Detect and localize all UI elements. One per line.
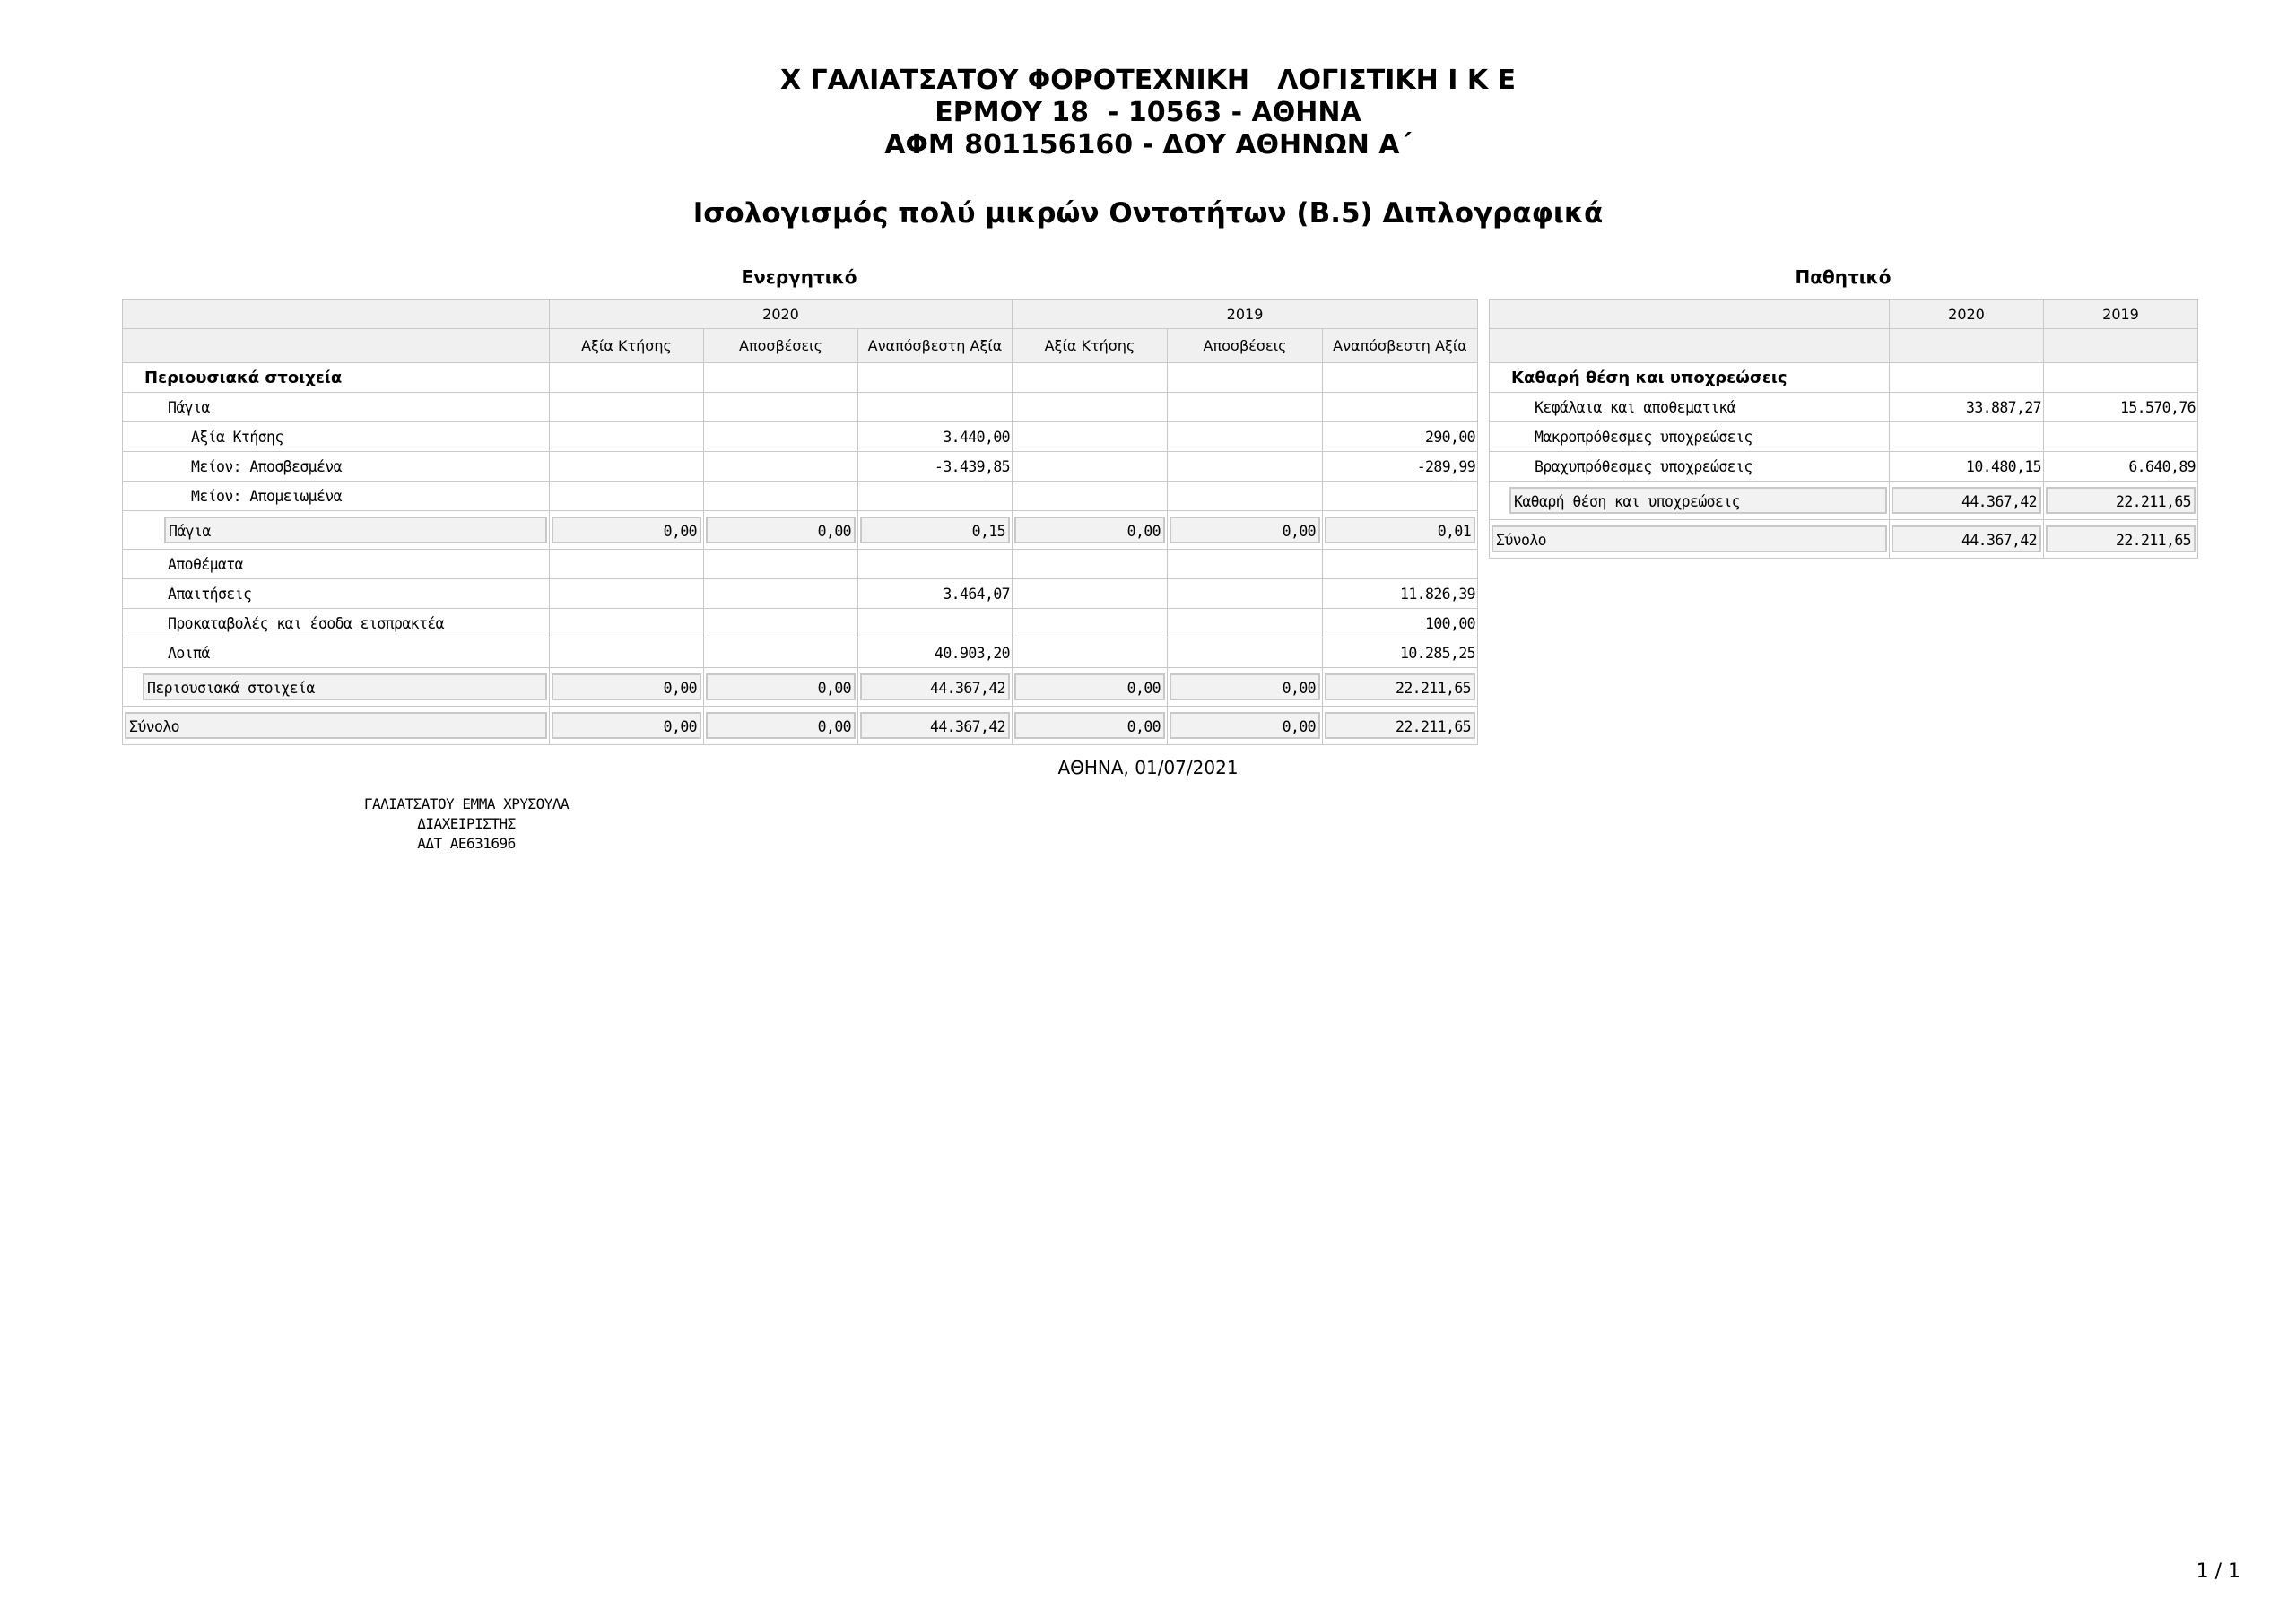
- cell: [704, 609, 858, 638]
- row-less-depreciated: [123, 452, 1478, 482]
- row-label: Απαιτήσεις: [123, 579, 550, 609]
- assets-table: [122, 299, 1478, 745]
- cell: [1168, 609, 1323, 638]
- cell: [2044, 422, 2198, 452]
- signer-name: ΓΑΛΙΑΤΣΑΤΟΥ ΕΜΜΑ ΧΡΥΣΟΥΛΑ: [363, 795, 570, 812]
- row-label: Λοιπά: [123, 638, 550, 668]
- cell: [1013, 482, 1168, 511]
- cell: [1168, 363, 1323, 393]
- cell: [1890, 482, 2044, 520]
- total-label: Καθαρή θέση και υποχρεώσεις: [1509, 487, 1887, 514]
- total-value: 44.367,42: [860, 673, 1010, 700]
- row-inventory: [123, 550, 1478, 579]
- cell: [704, 482, 858, 511]
- liabilities-year-header: [1490, 300, 2198, 329]
- cell: [550, 363, 704, 393]
- header-blank: [1490, 329, 1890, 363]
- row-fixed-total: [123, 511, 1478, 550]
- row-label: Αποθέματα: [123, 550, 550, 579]
- row-other: [123, 638, 1478, 668]
- header-blank: [123, 300, 550, 329]
- company-name: Χ ΓΑΛΙΑΤΣΑΤΟΥ ΦΟΡΟΤΕΧΝΙΚΗ ΛΟΓΙΣΤΙΚΗ Ι Κ Ε: [779, 65, 1517, 96]
- cell: 40.903,20: [858, 638, 1013, 668]
- row-fixed-head: [123, 393, 1478, 422]
- cell: [1013, 668, 1168, 707]
- cell: [1323, 668, 1478, 707]
- total-value: 0,00: [706, 517, 856, 543]
- signer-id: ΑΔΤ ΑΕ631696: [417, 835, 516, 852]
- cell: [1323, 363, 1478, 393]
- row-capital-reserves: [1490, 393, 2198, 422]
- row-equity-head: [1490, 363, 2198, 393]
- col-net-2020: Αναπόσβεστη Αξία: [858, 329, 1013, 363]
- liabilities-column-header: [1490, 329, 2198, 363]
- cell: 10.480,15: [1890, 452, 2044, 482]
- row-label: Περιουσιακά στοιχεία: [123, 363, 550, 393]
- signer-role: ΔΙΑΧΕΙΡΙΣΤΗΣ: [417, 815, 516, 832]
- cell: [858, 393, 1013, 422]
- cell: [1013, 638, 1168, 668]
- cell: [704, 393, 858, 422]
- total-value: 22.211,65: [1325, 673, 1475, 700]
- cell: 3.464,07: [858, 579, 1013, 609]
- cell: [858, 550, 1013, 579]
- total-value: 0,00: [706, 712, 856, 739]
- row-label: [123, 511, 550, 550]
- cell: 10.285,25: [1323, 638, 1478, 668]
- cell: [1013, 422, 1168, 452]
- cell: [1013, 363, 1168, 393]
- row-acquisition-value: [123, 422, 1478, 452]
- cell: [1013, 550, 1168, 579]
- row-label: [1490, 520, 1890, 559]
- cell: 11.826,39: [1323, 579, 1478, 609]
- total-value: 0,01: [1325, 517, 1475, 543]
- cell: [1168, 422, 1323, 452]
- cell: [1323, 393, 1478, 422]
- cell: 33.887,27: [1890, 393, 2044, 422]
- company-tax-info: ΑΦΜ 801156160 - ΔΟΥ ΑΘΗΝΩΝ Α΄: [884, 129, 1412, 161]
- cell: [1890, 520, 2044, 559]
- cell: [1168, 393, 1323, 422]
- cell: [2044, 363, 2198, 393]
- total-value: 0,00: [1014, 517, 1165, 543]
- row-prepayments: [123, 609, 1478, 638]
- cell: [704, 511, 858, 550]
- cell: [704, 452, 858, 482]
- total-value: 0,00: [706, 673, 856, 700]
- cell: [550, 393, 704, 422]
- cell: [1890, 363, 2044, 393]
- cell: 3.440,00: [858, 422, 1013, 452]
- signature-block: [314, 795, 619, 854]
- total-value: 0,00: [1014, 712, 1165, 739]
- total-value: 22.211,65: [1325, 712, 1475, 739]
- total-value: 0,00: [1170, 712, 1320, 739]
- total-value: 0,15: [860, 517, 1010, 543]
- page-number: 1 / 1: [2196, 1560, 2240, 1583]
- total-value: 22.211,65: [2046, 487, 2196, 514]
- cell: [1168, 511, 1323, 550]
- report-title: Ισολογισμός πολύ μικρών Οντοτήτων (Β.5) Διπλογραφικά: [692, 197, 1604, 230]
- year-2020: 2020: [550, 300, 1013, 329]
- col-acquisition-2020: Αξία Κτήσης: [550, 329, 704, 363]
- cell: [1168, 550, 1323, 579]
- cell: [704, 422, 858, 452]
- row-equity-total: [1490, 482, 2198, 520]
- cell: [704, 707, 858, 745]
- place-date: ΑΘΗΝΑ, 01/07/2021: [1057, 757, 1239, 778]
- assets-column-header: [123, 329, 1478, 363]
- cell: [858, 511, 1013, 550]
- row-assets-total: [123, 668, 1478, 707]
- row-label: Κεφάλαια και αποθεματικά: [1490, 393, 1890, 422]
- row-liabilities-grand-total: [1490, 520, 2198, 559]
- cell: 6.640,89: [2044, 452, 2198, 482]
- cell: [2044, 520, 2198, 559]
- cell: [704, 550, 858, 579]
- cell: 15.570,76: [2044, 393, 2198, 422]
- cell: [1323, 482, 1478, 511]
- cell: [858, 668, 1013, 707]
- cell: [858, 707, 1013, 745]
- cell: [704, 579, 858, 609]
- row-label: Καθαρή θέση και υποχρεώσεις: [1490, 363, 1890, 393]
- cell: [550, 638, 704, 668]
- total-value: 0,00: [552, 712, 701, 739]
- cell: [704, 363, 858, 393]
- total-value: 44.367,42: [860, 712, 1010, 739]
- row-less-impaired: [123, 482, 1478, 511]
- cell: [550, 668, 704, 707]
- cell: 290,00: [1323, 422, 1478, 452]
- row-label: Μείον: Αποσβεσμένα: [123, 452, 550, 482]
- company-address: ΕΡΜΟΥ 18 - 10563 - ΑΘΗΝΑ: [935, 97, 1361, 128]
- row-label: Μείον: Απομειωμένα: [123, 482, 550, 511]
- header-blank: [123, 329, 550, 363]
- row-receivables: [123, 579, 1478, 609]
- cell: [1013, 393, 1168, 422]
- total-value: 44.367,42: [1892, 525, 2041, 552]
- row-label: Βραχυπρόθεσμες υποχρεώσεις: [1490, 452, 1890, 482]
- row-grand-total: [123, 707, 1478, 745]
- col-depreciation-2019: Αποσβέσεις: [1168, 329, 1323, 363]
- year-2019: 2019: [1013, 300, 1478, 329]
- cell: [1168, 452, 1323, 482]
- year-2019: 2019: [2044, 300, 2198, 329]
- row-label: Αξία Κτήσης: [123, 422, 550, 452]
- cell: [550, 452, 704, 482]
- row-assets-head: [123, 363, 1478, 393]
- cell: [1323, 550, 1478, 579]
- cell: [1013, 511, 1168, 550]
- row-label: Προκαταβολές και έσοδα εισπρακτέα: [123, 609, 550, 638]
- cell: [704, 638, 858, 668]
- row-short-term-liabilities: [1490, 452, 2198, 482]
- cell: [1013, 707, 1168, 745]
- assets-title: Ενεργητικό: [741, 266, 857, 288]
- total-value: 0,00: [1170, 673, 1320, 700]
- cell: [1013, 579, 1168, 609]
- total-value: 0,00: [1170, 517, 1320, 543]
- cell: 100,00: [1323, 609, 1478, 638]
- total-value: 0,00: [552, 673, 701, 700]
- cell: [1890, 422, 2044, 452]
- col-depreciation-2020: Αποσβέσεις: [704, 329, 858, 363]
- cell: [550, 609, 704, 638]
- col-net-2019: Αναπόσβεστη Αξία: [1323, 329, 1478, 363]
- cell: [858, 363, 1013, 393]
- company-header: [0, 65, 2296, 161]
- cell: [1168, 482, 1323, 511]
- row-label: Πάγια: [123, 393, 550, 422]
- row-label: [123, 668, 550, 707]
- cell: [1323, 707, 1478, 745]
- cell: -3.439,85: [858, 452, 1013, 482]
- cell: [2044, 482, 2198, 520]
- total-value: 22.211,65: [2046, 525, 2196, 552]
- cell: [1013, 452, 1168, 482]
- total-label: Περιουσιακά στοιχεία: [143, 673, 547, 700]
- cell: [1168, 638, 1323, 668]
- cell: [1168, 668, 1323, 707]
- cell: [550, 707, 704, 745]
- row-long-term-liabilities: [1490, 422, 2198, 452]
- header-blank: [1490, 300, 1890, 329]
- cell: [550, 550, 704, 579]
- total-value: 0,00: [552, 517, 701, 543]
- header-blank: [1890, 329, 2044, 363]
- total-label: Σύνολο: [1492, 525, 1887, 552]
- cell: [550, 422, 704, 452]
- row-label: Μακροπρόθεσμες υποχρεώσεις: [1490, 422, 1890, 452]
- cell: [1323, 511, 1478, 550]
- assets-year-header: [123, 300, 1478, 329]
- header-blank: [2044, 329, 2198, 363]
- cell: [858, 609, 1013, 638]
- cell: [1168, 579, 1323, 609]
- liabilities-table: [1489, 299, 2198, 559]
- cell: [550, 511, 704, 550]
- cell: [704, 668, 858, 707]
- cell: [550, 579, 704, 609]
- cell: [550, 482, 704, 511]
- total-label: Σύνολο: [125, 712, 547, 739]
- row-label: [123, 707, 550, 745]
- total-value: 44.367,42: [1892, 487, 2041, 514]
- cell: [858, 482, 1013, 511]
- liabilities-title: Παθητικό: [1795, 266, 1892, 288]
- cell: -289,99: [1323, 452, 1478, 482]
- cell: [1168, 707, 1323, 745]
- cell: [1013, 609, 1168, 638]
- total-label: Πάγια: [164, 517, 547, 543]
- year-2020: 2020: [1890, 300, 2044, 329]
- row-label: [1490, 482, 1890, 520]
- total-value: 0,00: [1014, 673, 1165, 700]
- col-acquisition-2019: Αξία Κτήσης: [1013, 329, 1168, 363]
